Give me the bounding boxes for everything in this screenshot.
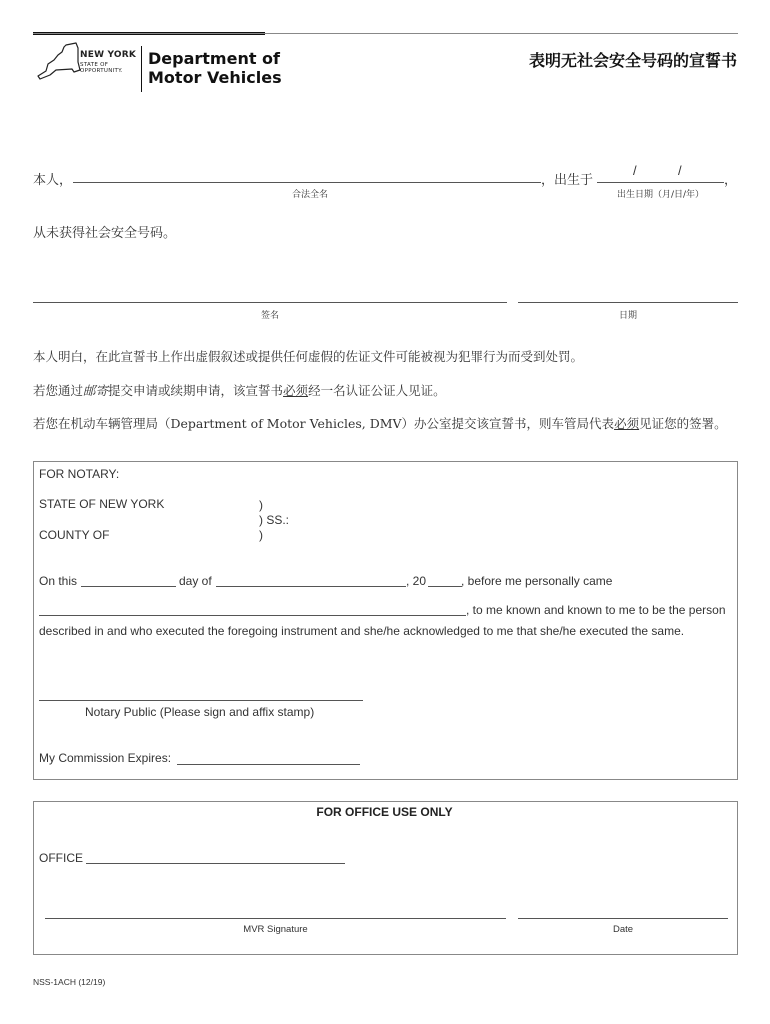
commission-expires-field[interactable] bbox=[177, 764, 360, 765]
day-of-label: day of bbox=[179, 574, 212, 588]
before-me-label: , before me personally came bbox=[461, 574, 613, 588]
notice-mail-must: 必须 bbox=[283, 383, 309, 398]
notice-mail bbox=[33, 381, 446, 399]
year-prefix-label: , 20 bbox=[406, 574, 427, 588]
ny-state-tagline bbox=[80, 62, 123, 74]
form-id: NSS-1ACH (12/19) bbox=[33, 977, 106, 987]
venue-ss: ) SS.: bbox=[259, 513, 290, 527]
new-york-state-outline-icon bbox=[36, 42, 82, 84]
legal-name-field[interactable] bbox=[73, 182, 541, 183]
notice-mail-emphasis: 邮寄 bbox=[83, 383, 109, 398]
ny-tagline-line2: OPPORTUNITY. bbox=[80, 68, 123, 74]
on-this-label: On this bbox=[39, 574, 78, 588]
logo-divider bbox=[141, 46, 142, 92]
trailing-comma: ， bbox=[724, 173, 738, 188]
dob-slash-2: / bbox=[678, 163, 682, 178]
ny-state-name: NEW YORK bbox=[80, 50, 137, 60]
state-label: STATE OF NEW YORK bbox=[39, 497, 165, 511]
office-date-field[interactable] bbox=[518, 918, 728, 919]
notice-dmv bbox=[33, 414, 727, 432]
signature-caption: 签名 bbox=[260, 311, 279, 321]
notary-year-field[interactable] bbox=[428, 586, 462, 587]
signature-field[interactable] bbox=[33, 302, 507, 303]
signature-date-field[interactable] bbox=[518, 302, 738, 303]
notice-mail-part3: 经一名认证公证人见证。 bbox=[308, 383, 446, 398]
office-date-caption: Date bbox=[612, 924, 634, 935]
notice-false-statement: 本人明白，在此宣誓书上作出虚假叙述或提供任何虚假的佐证文件可能被视为犯罪行为而受到处罚。 bbox=[33, 349, 584, 364]
notary-public-caption: Notary Public (Please sign and affix stamp) bbox=[85, 705, 315, 719]
notary-person-field[interactable] bbox=[39, 615, 466, 616]
office-label: OFFICE bbox=[39, 851, 83, 865]
notice-mail-part2: 提交申请或续期申请，该宣誓书 bbox=[108, 383, 284, 398]
commission-label: My Commission Expires: bbox=[39, 751, 172, 765]
department-line1: Department of bbox=[148, 49, 281, 68]
venue-paren-3: ) bbox=[259, 528, 263, 542]
date-of-birth-field[interactable] bbox=[597, 182, 724, 183]
dob-slash-1: / bbox=[633, 163, 637, 178]
legal-name-caption: 合法全名 bbox=[291, 190, 328, 200]
office-field[interactable] bbox=[86, 863, 345, 864]
statement-prefix: 本人， bbox=[33, 173, 73, 188]
notice-dmv-must: 必须 bbox=[614, 416, 640, 431]
notary-signature-field[interactable] bbox=[39, 700, 363, 701]
for-notary-label: FOR NOTARY: bbox=[39, 467, 120, 481]
notice-dmv-part1: 若您在机动车辆管理局（Department of Motor Vehicles, DMV）办公室提交该宣誓书，则车管局代表 bbox=[33, 416, 615, 431]
header-rule bbox=[33, 33, 738, 34]
county-label: COUNTY OF bbox=[39, 528, 110, 542]
venue-paren-1: ) bbox=[259, 498, 263, 512]
notice-dmv-part2: 见证您的签署。 bbox=[639, 416, 727, 431]
to-me-known-label: , to me known and known to me to be the person bbox=[466, 603, 726, 617]
described-text: described in and who executed the foregoing instrument and she/he acknowledged to me that she/he executed the same. bbox=[39, 624, 685, 638]
notary-day-field[interactable] bbox=[81, 586, 176, 587]
office-use-title: FOR OFFICE USE ONLY bbox=[316, 805, 453, 819]
notice-mail-part1: 若您通过 bbox=[33, 383, 84, 398]
mvr-signature-caption: MVR Signature bbox=[243, 924, 308, 935]
notary-month-field[interactable] bbox=[216, 586, 406, 587]
form-title: 表明无社会安全号码的宣誓书 bbox=[528, 51, 737, 70]
dob-caption: 出生日期（月/日/年） bbox=[616, 190, 705, 200]
signature-date-caption: 日期 bbox=[618, 311, 637, 321]
born-at-text: ，出生于 bbox=[541, 173, 594, 188]
never-obtained-text: 从未获得社会安全号码。 bbox=[33, 226, 177, 241]
department-line2: Motor Vehicles bbox=[148, 68, 282, 87]
mvr-signature-field[interactable] bbox=[45, 918, 506, 919]
ny-tagline-line1: STATE OF bbox=[80, 62, 109, 68]
department-name bbox=[148, 49, 282, 87]
